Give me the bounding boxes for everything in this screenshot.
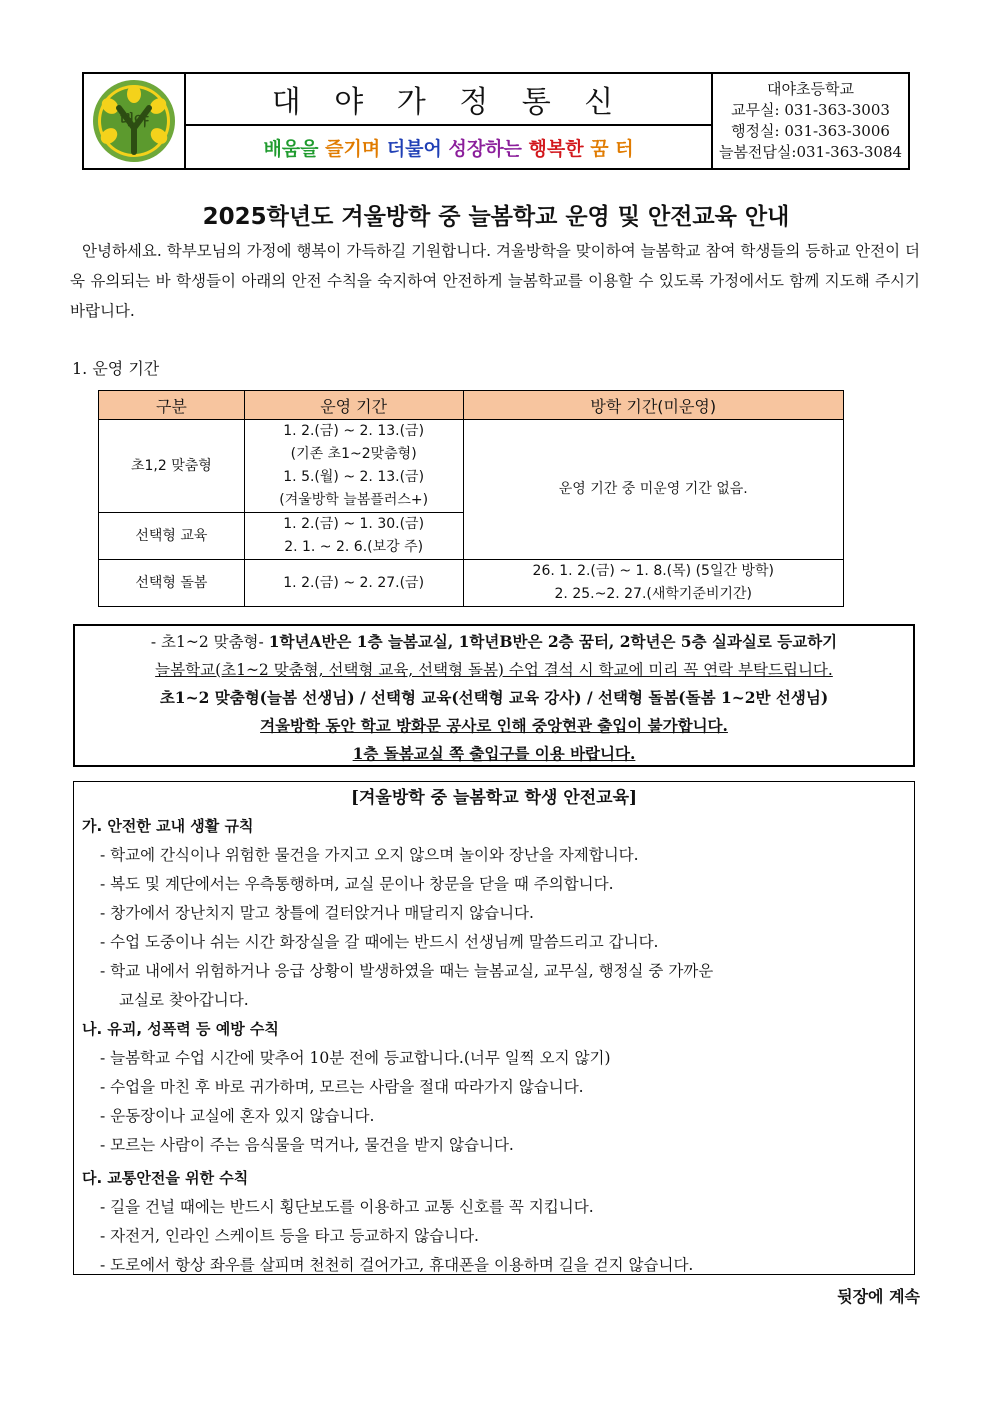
notice-line-4: 겨울방학 동안 학교 방화문 공사로 인해 중앙현관 출입이 불가합니다.	[260, 716, 728, 735]
notice-prefix: - 초1~2 맞춤형-	[150, 633, 264, 651]
list-item: - 학교에 간식이나 위험한 물건을 가지고 오지 않으며 놀이와 장난을 자제합니다.	[100, 846, 639, 864]
notice-box	[73, 624, 915, 767]
phone-neulbom: 늘봄전담실:031-363-3084	[718, 143, 903, 161]
row-period	[244, 420, 463, 513]
row-period: 1. 2.(금) ~ 2. 27.(금)	[244, 560, 463, 607]
list-item: - 수업 도중이나 쉬는 시간 화장실을 갈 때에는 반드시 선생님께 말씀드리고 갑니다.	[100, 933, 659, 951]
list-item: - 운동장이나 교실에 혼자 있지 않습니다.	[100, 1107, 375, 1125]
safety-title: [겨울방학 중 늘봄학교 학생 안전교육]	[350, 788, 638, 808]
safety-section-heading: 나. 유괴, 성폭력 등 예방 수칙	[82, 1020, 279, 1038]
list-item: - 자전거, 인라인 스케이트 등을 타고 등교하지 않습니다.	[100, 1227, 479, 1245]
newsletter-header	[82, 72, 910, 170]
school-contact-info	[713, 74, 908, 168]
list-item-continuation: 교실로 찾아갑니다.	[119, 991, 249, 1009]
document-title: 2025학년도 겨울방학 중 늘봄학교 운영 및 안전교육 안내	[202, 204, 790, 230]
period-line: 1. 2.(금) ~ 1. 30.(금)	[283, 516, 425, 532]
header-break: 방학 기간(미운영)	[463, 391, 844, 420]
row-category: 초1,2 맞춤형	[99, 420, 245, 513]
table-header-row	[99, 391, 844, 420]
school-logo-cell	[84, 74, 186, 168]
row-break	[463, 560, 844, 607]
slogan-word-5: 행복한	[528, 137, 584, 160]
period-line: (기존 초1~2맞춤형)	[290, 446, 417, 462]
slogan-word-4: 성장하는	[448, 137, 522, 160]
list-item: - 모르는 사람이 주는 음식물을 먹거나, 물건을 받지 않습니다.	[100, 1136, 514, 1154]
row-category: 선택형 돌봄	[99, 560, 245, 607]
logo-text: 대야	[119, 111, 149, 129]
school-name: 대야초등학교	[767, 80, 854, 98]
period-line: 1. 5.(월) ~ 2. 13.(금)	[283, 469, 425, 485]
list-item: - 복도 및 계단에서는 우측통행하며, 교실 문이나 창문을 닫을 때 주의합니다.	[100, 875, 614, 893]
safety-section-heading: 가. 안전한 교내 생활 규칙	[82, 817, 254, 835]
notice-line-3: 초1~2 맞춤형(늘봄 선생님) / 선택형 교육(선택형 교육 강사) / 선택형 돌봄(돌봄 1~2반 선생님)	[159, 688, 829, 707]
break-line: 2. 25.~2. 27.(새학기준비기간)	[554, 586, 752, 602]
notice-line-1	[75, 628, 913, 656]
notice-line-5: 1층 돌봄교실 쪽 출입구를 이용 바랍니다.	[352, 744, 636, 763]
period-line: (겨울방학 늘봄플러스+)	[279, 492, 429, 508]
list-item: - 수업을 마친 후 바로 귀가하며, 모르는 사람을 절대 따라가지 않습니다.	[100, 1078, 584, 1096]
list-item: - 학교 내에서 위험하거나 응급 상황이 발생하였을 때는 늘봄교실, 교무실, 행정실 중 가까운	[100, 962, 714, 980]
table-row	[99, 560, 844, 607]
phone-admin: 행정실: 031-363-3006	[731, 122, 890, 140]
slogan-word-2: 즐기며	[325, 137, 381, 160]
period-line: 2. 1. ~ 2. 6.(보강 주)	[284, 539, 424, 555]
safety-section-heading: 다. 교통안전을 위한 수칙	[82, 1169, 249, 1187]
shared-break-cell: 운영 기간 중 미운영 기간 없음.	[463, 420, 844, 560]
notice-classroom-info: 1학년A반은 1층 늘봄교실, 1학년B반은 2층 꿈터, 2학년은 5층 실과실로 등교하기	[268, 632, 838, 651]
notice-line-2: 늘봄학교(초1~2 맞춤형, 선택형 교육, 선택형 돌봄) 수업 결석 시 학교에 미리 꼭 연락 부탁드립니다.	[155, 661, 833, 679]
list-item: - 창가에서 장난치지 말고 창틀에 걸터앉거나 매달리지 않습니다.	[100, 904, 534, 922]
slogan-word-6: 꿈 터	[590, 137, 634, 160]
phone-office: 교무실: 031-363-3003	[731, 101, 890, 119]
continued-on-back: 뒷장에 계속	[837, 1287, 920, 1306]
schedule-table	[98, 390, 844, 607]
section-operation-period: 1. 운영 기간	[72, 359, 160, 378]
table-row	[99, 420, 844, 513]
school-logo-icon	[89, 78, 179, 164]
slogan-word-1: 배움을	[263, 137, 319, 160]
header-period: 운영 기간	[244, 391, 463, 420]
row-period	[244, 513, 463, 560]
list-item: - 도로에서 항상 좌우를 살피며 천천히 걸어가고, 휴대폰을 이용하며 길을 걷지 않습니다.	[100, 1256, 694, 1274]
period-line: 1. 2.(금) ~ 2. 13.(금)	[283, 423, 425, 439]
newsletter-title-cell	[186, 74, 713, 126]
intro-paragraph: 안녕하세요. 학부모님의 가정에 행복이 가득하길 기원합니다. 겨울방학을 맞이하여 늘봄학교 참여 학생들의 등하교 안전이 더욱 유의되는 바 학생들이 아래의 안전 수칙을 숙지하여 안전하게 늘봄학교를 이용할 수 있도록 가정에서도 함께 지도해 주시기 바랍니다.	[70, 242, 920, 320]
school-slogan	[186, 126, 713, 168]
slogan-word-3: 더불어	[386, 137, 442, 160]
list-item: - 늘봄학교 수업 시간에 맞추어 10분 전에 등교합니다.(너무 일찍 오지 않기)	[100, 1049, 611, 1067]
list-item: - 길을 건널 때에는 반드시 횡단보도를 이용하고 교통 신호를 꼭 지킵니다.	[100, 1198, 594, 1216]
newsletter-title: 대 야 가 정 통 신	[271, 85, 626, 120]
header-category: 구분	[99, 391, 245, 420]
row-category: 선택형 교육	[99, 513, 245, 560]
safety-education-box	[73, 781, 915, 1275]
break-line: 26. 1. 2.(금) ~ 1. 8.(목) (5일간 방학)	[532, 563, 774, 579]
